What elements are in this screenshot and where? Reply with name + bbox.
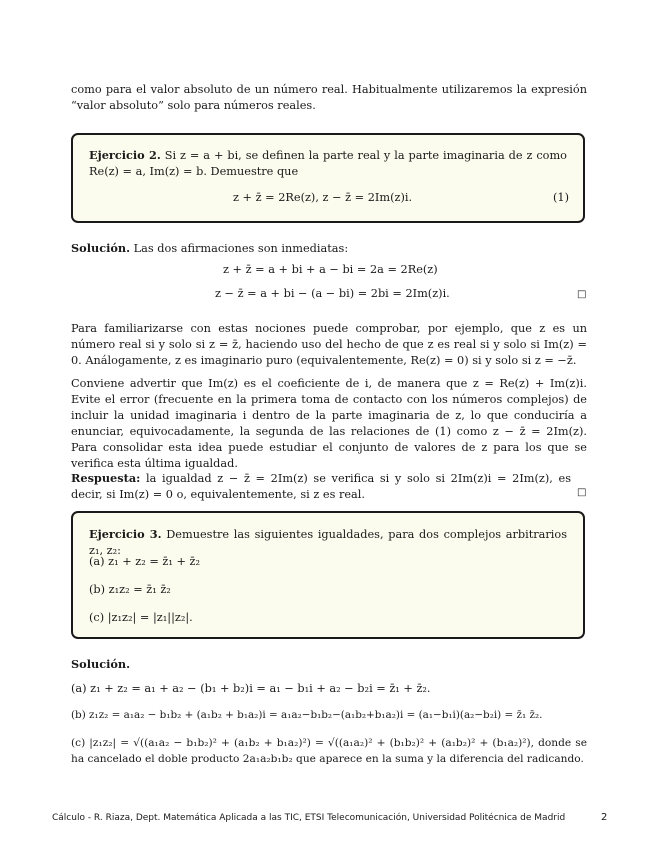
item-c-marker: (c) <box>89 611 105 624</box>
exercise-2-text: Si z = a + bi, se definen la parte real y la parte imaginaria de z como Re(z) = a, Im(z) = b. Demuestre que <box>89 149 567 178</box>
solution-2-line-1: z + z̄ = a + bi + a − bi = 2a = 2Re(z) <box>223 263 438 276</box>
respuesta-text: la igualdad z − z̄ = 2Im(z) se verifica si y solo si 2Im(z)i = 2Im(z), es decir, si Im(z) = 0 o, equivalentemente, si z es real. <box>71 472 571 501</box>
solution-2-label: Solución. <box>71 241 131 255</box>
item-a-formula: z₁ + z₂ = z̄₁ + z̄₂ <box>108 555 201 568</box>
exercise-2-label: Ejercicio 2. <box>89 148 161 162</box>
paragraph-coefficient: Conviene advertir que Im(z) es el coeficiente de i, de manera que z = Re(z) + Im(z)i. Evite el error (frecuente en la primera toma de contacto con los números complejos) de incluir la unidad imaginaria i dentro de la parte imaginaria de z, lo que conduciría a enunciar, equivocadamente, la segunda de las relaciones de (1) como z − z̄ = 2Im(z). Para consolidar esta idea puede estudiar el conjunto de valores de z para los que se verifica esta última igualdad. <box>71 377 587 470</box>
solution-3-part-a: (a) z₁ + z₂ = a₁ + a₂ − (b₁ + b₂)i = a₁ − b₁i + a₂ − b₂i = z̄₁ + z̄₂. <box>71 682 431 695</box>
solution-2-line-2: z − z̄ = a + bi − (a − bi) = 2bi = 2Im(z)i. <box>215 287 450 300</box>
exercise-3-label: Ejercicio 3. <box>89 527 162 541</box>
solution-3-label: Solución. <box>71 657 131 671</box>
solution-2-text: Las dos afirmaciones son inmediatas: <box>133 242 349 255</box>
solution-3-part-b: (b) z₁z₂ = a₁a₂ − b₁b₂ + (a₁b₂ + b₁a₂)i = a₁a₂−b₁b₂−(a₁b₂+b₁a₂)i = (a₁−b₁i)(a₂−b₂i) = z̄₁ z̄₂. <box>71 709 543 721</box>
qed-symbol: □ <box>577 487 587 498</box>
item-c-formula: |z₁z₂| = |z₁||z₂|. <box>107 611 193 624</box>
page-number: 2 <box>601 812 608 823</box>
exercise-2-equation: z + z̄ = 2Re(z), z − z̄ = 2Im(z)i. <box>233 191 413 204</box>
exercise-3-item-c <box>89 611 193 624</box>
respuesta-label: Respuesta: <box>71 471 141 485</box>
item-b-formula: z₁z₂ = z̄₁ z̄₂ <box>108 583 171 596</box>
footer-text: Cálculo - R. Riaza, Dept. Matemática Aplicada a las TIC, ETSI Telecomunicación, Universidad Politécnica de Madrid <box>52 813 566 823</box>
exercise-2-box <box>71 133 585 223</box>
solution-2-intro <box>71 240 587 257</box>
item-b-marker: (b) <box>89 583 106 596</box>
solution-3-part-c: (c) |z₁z₂| = √((a₁a₂ − b₁b₂)² + (a₁b₂ + b₁a₂)²) = √((a₁a₂)² + (b₁b₂)² + (a₁b₂)² + (b₁a₂)²), donde se ha cancelado el doble producto 2a₁a₂b₁b₂ que aparece en la suma y la diferencia del radicando. <box>71 737 587 765</box>
respuesta-paragraph <box>71 470 571 503</box>
exercise-3-item-a <box>89 555 200 568</box>
qed-symbol: □ <box>577 289 587 300</box>
item-a-marker: (a) <box>89 555 105 568</box>
exercise-3-item-b <box>89 583 171 596</box>
exercise-3-box <box>71 511 585 639</box>
exercise-3-text: Demuestre las siguientes igualdades, para dos complejos arbitrarios z₁, z₂: <box>89 528 568 557</box>
paragraph-real-numbers: Para familiarizarse con estas nociones puede comprobar, por ejemplo, que z es un número real si y solo si z = z̄, haciendo uso del hecho de que z es real si y solo si Im(z) = 0. Análogamente, z es imaginario puro (equivalentemente, Re(z) = 0) si y solo si z = −z̄. <box>71 322 587 367</box>
intro-paragraph: como para el valor absoluto de un número real. Habitualmente utilizaremos la expresión “valor absoluto” solo para números reales. <box>71 83 587 112</box>
exercise-2-statement <box>89 147 567 180</box>
equation-number: (1) <box>552 191 569 204</box>
